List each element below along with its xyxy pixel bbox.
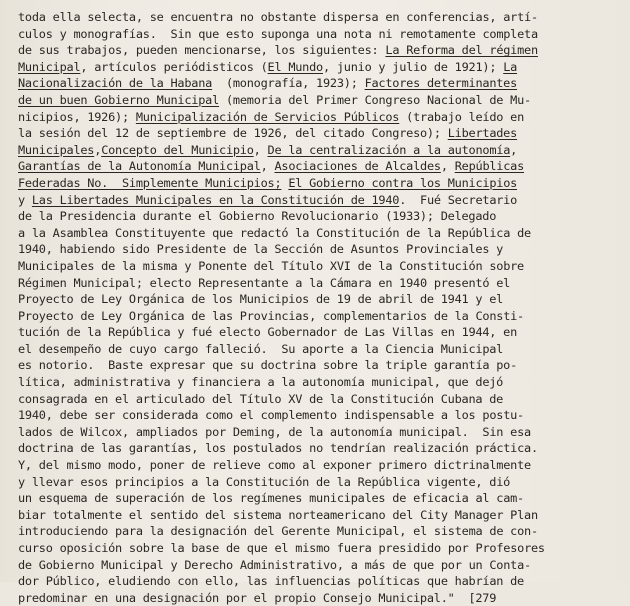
- underlined-title: Las Libertades Municipales en la Constitución de 1940: [31, 192, 400, 207]
- page-number: [279: [468, 590, 497, 605]
- text-line: [18, 590, 618, 606]
- text-line: [18, 75, 618, 92]
- text-line: [18, 440, 618, 457]
- text-segment: doctrina de las garantías, los postulados no tendrían realización práctica.: [18, 441, 538, 456]
- text-line: [18, 241, 618, 258]
- text-segment: 1940, debe ser considerada como el complemento indispensable a los postu-: [18, 408, 524, 423]
- underlined-title: Factores determinantes: [364, 76, 518, 91]
- text-segment: curso oposición sobre la base de que el mismo fuera presidido por Profesores: [18, 541, 545, 555]
- text-line: [18, 341, 618, 358]
- text-line: [18, 125, 618, 142]
- text-line: [18, 474, 618, 491]
- underlined-title: De la centralización a la autonomía: [267, 142, 511, 157]
- text-segment: (memoria del Primer Congreso Nacional de Mu-: [219, 92, 531, 107]
- text-segment: dor Público, eludiendo con ello, las influencias políticas que habrían de: [18, 574, 524, 589]
- text-segment: es notorio. Baste expresar que su doctrina sobre la triple garantía po-: [18, 358, 518, 373]
- text-segment: y llevar esos principios a la Constitución de la República vigente, dió: [18, 474, 511, 489]
- text-segment: toda ella selecta, se encuentra no obstante dispersa en conferencias, artí-: [18, 10, 538, 24]
- text-segment: de la Presidencia durante el Gobierno Revolucionario (1933); Delegado: [18, 209, 497, 224]
- text-line: [18, 208, 618, 225]
- text-segment: un esquema de superación de los regímenes municipales de eficacia al cam-: [18, 491, 524, 506]
- text-segment: a la Asamblea Constituyente que redactó la Constitución de la República de: [18, 225, 531, 240]
- text-segment: (trabajo leído en: [399, 109, 525, 124]
- text-line: [18, 523, 618, 540]
- text-segment: biar totalmente el sentido del sistema norteamericano del City Manager Plan: [18, 507, 538, 522]
- text-line: [18, 540, 618, 557]
- text-segment: y: [18, 192, 32, 207]
- text-segment: el desempeño de cuyo cargo falleció. Su aporte a la Ciencia Municipal: [18, 341, 504, 356]
- text-line: [18, 59, 618, 76]
- text-segment: Proyecto de Ley Orgánica de las Provincias, complementarios de la Consti-: [18, 308, 524, 323]
- underlined-title: Asociaciones de Alcaldes: [274, 159, 441, 174]
- text-line: [18, 192, 618, 209]
- underlined-title: La Reforma del régimen: [385, 43, 538, 58]
- underlined-title: Repúblicas: [454, 159, 525, 174]
- text-segment: culos y monografías. Sin que esto suponga una nota ni remotamente completa: [18, 26, 538, 41]
- text-segment: de sus trabajos, pueden mencionarse, los siguientes:: [18, 43, 386, 58]
- text-line: [18, 324, 618, 341]
- underlined-title: Libertades: [447, 126, 518, 141]
- text-line: [18, 158, 618, 175]
- text-segment: 1940, habiendo sido Presidente de la Sección de Asuntos Provinciales y: [18, 242, 504, 257]
- body-text: [18, 9, 618, 606]
- text-segment: ,: [440, 159, 455, 174]
- text-line: [18, 9, 618, 26]
- underlined-title: Municipalización de Servicios Públicos: [135, 109, 400, 124]
- underlined-title: Concepto del Municipio: [101, 142, 254, 157]
- text-line: [18, 490, 618, 507]
- text-line: [18, 407, 618, 424]
- text-segment: Proyecto de Ley Orgánica de los Municipios de 19 de abril de 1941 y el: [18, 292, 504, 307]
- text-line: [18, 291, 618, 308]
- text-line: [18, 391, 618, 408]
- text-segment: de Gobierno Municipal y Derecho Administrativo, a más de que por un Conta-: [18, 557, 531, 572]
- text-segment: lados de Wilcox, ampliados por Deming, de la autonomía municipal. Sin esa: [18, 424, 531, 439]
- text-segment: , artículos periódisticos (: [80, 59, 268, 74]
- text-line: [18, 557, 618, 574]
- text-segment: lítica, administrativa y financiera a la autonomía municipal, que dejó: [18, 375, 504, 390]
- underlined-title: Municipales: [18, 142, 95, 157]
- text-line: [18, 424, 618, 441]
- underlined-title: El Gobierno contra los Municipios: [288, 175, 518, 190]
- text-segment: consagrada en el articulado del Título XV de la Constitución Cubana de: [18, 391, 504, 406]
- text-line: [18, 573, 618, 590]
- underlined-title: Municipal: [18, 59, 81, 74]
- text-segment: Municipales de la misma y Ponente del Título XVI de la Constitución sobre: [18, 258, 524, 273]
- underlined-title: de un buen Gobierno Municipal: [18, 92, 220, 107]
- text-line: [18, 142, 618, 159]
- underlined-title: El Mundo: [267, 59, 323, 74]
- text-segment: tución de la República y fué electo Gobernador de Las Villas en 1944, en: [18, 325, 518, 340]
- text-segment: (monografía, 1923);: [212, 76, 365, 91]
- text-line: [18, 26, 618, 43]
- text-segment: . Fué Secretario: [399, 192, 518, 207]
- text-line: [18, 357, 618, 374]
- text-line: [18, 225, 618, 242]
- text-line: [18, 109, 618, 126]
- text-segment: introduciendo para la designación del Gerente Municipal, el sistema de con-: [18, 524, 538, 539]
- underlined-title: Federadas No. Simplemente Municipios;: [18, 175, 282, 190]
- text-segment: ,: [510, 142, 518, 157]
- text-segment: ,: [253, 142, 268, 157]
- text-line: [18, 258, 618, 275]
- text-segment: predominar en una designación por el propio Consejo Municipal.": [18, 590, 469, 605]
- text-line: [18, 275, 618, 292]
- text-segment: ,: [260, 159, 275, 174]
- underlined-title: Nacionalización de la Habana: [18, 76, 213, 91]
- text-line: [18, 457, 618, 474]
- text-line: [18, 92, 618, 109]
- text-segment: , junio y julio de 1921);: [322, 59, 504, 74]
- underlined-title: Garantías de la Autonomía Municipal: [18, 159, 261, 174]
- text-segment: Y, del mismo modo, poner de relieve como al exponer primero dictrinalmente: [18, 458, 531, 473]
- underlined-title: La: [503, 59, 518, 74]
- text-segment: ,: [94, 142, 102, 157]
- text-line: [18, 42, 618, 59]
- text-segment: Régimen Municipal; electo Representante a la Cámara en 1940 presentó el: [18, 275, 511, 290]
- text-segment: nicipios, 1926);: [18, 109, 136, 124]
- text-line: [18, 175, 618, 192]
- text-segment: la sesión del 12 de septiembre de 1926, del citado Congreso);: [18, 126, 448, 141]
- text-line: [18, 507, 618, 524]
- text-line: [18, 374, 618, 391]
- text-line: [18, 308, 618, 325]
